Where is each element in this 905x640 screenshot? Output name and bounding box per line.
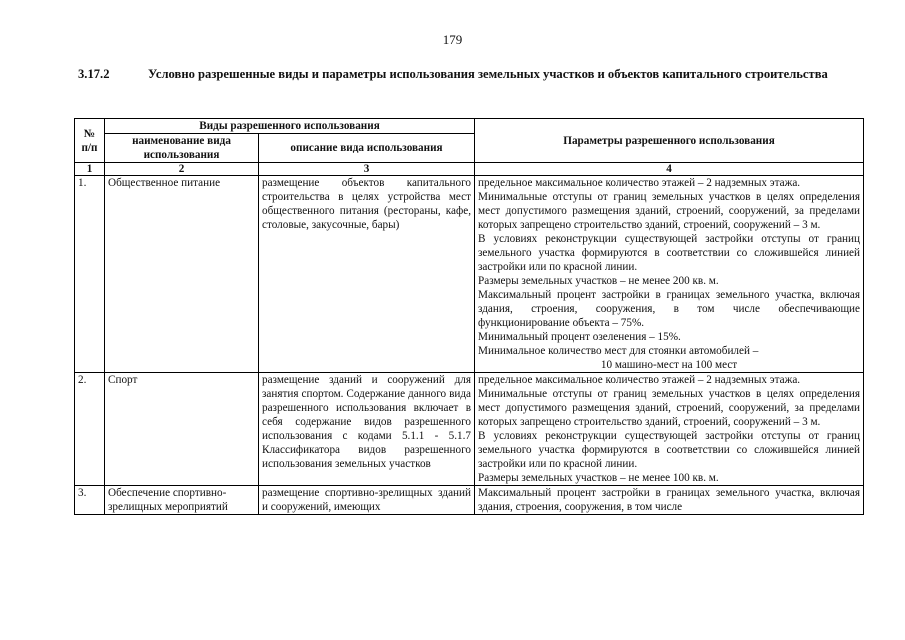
parameter-line: Минимальный процент озеленения – 15%. (478, 331, 681, 343)
column-number-row (75, 163, 864, 176)
parameter-line: В условиях реконструкции существующей застройки отступы от границ земельного участка формируются в соответствии со сложившейся линией застройки или по красной линии. (478, 233, 861, 273)
header-number-column: № п/п (75, 119, 105, 163)
table-row (75, 176, 864, 373)
section-heading (78, 66, 868, 83)
parameter-line: Максимальный процент застройки в границах земельного участка, включая здания, строения, сооружения, в том числе обеспечивающие функционирование объекта – 75%. (478, 289, 861, 329)
parameter-line: Минимальные отступы от границ земельных участков в целях определения мест допустимого размещения зданий, строений, сооружений, за пределами которых запрещено строительство зданий, строений, сооружений – 3 м. (478, 191, 861, 231)
row-number: 3. (75, 486, 105, 515)
permitted-use-table (74, 118, 864, 515)
parameter-line: Максимальный процент застройки в границах земельного участка, включая здания, строения, сооружения, в том числе (478, 487, 861, 513)
row-number: 2. (75, 373, 105, 486)
use-description: размещение зданий и сооружений для занятия спортом. Содержание данного вида разрешенного использования включает в себя содержание видов разрешенного использования с кодами 5.1.1 - 5.1.7 Классификатора видов разрешенного использования земельных участков (259, 373, 475, 486)
column-number-cell: 4 (475, 163, 864, 176)
table-row (75, 486, 864, 515)
parameter-line: Минимальные отступы от границ земельных участков в целях определения мест допустимого размещения зданий, строений, сооружений, за пределами которых запрещено строительство зданий, строений, сооружений – 3 м. (478, 388, 861, 428)
header-use-types-group: Виды разрешенного использования (105, 119, 475, 134)
section-title: Условно разрешенные виды и параметры использования земельных участков и объектов капитального строительства (148, 67, 828, 81)
parameter-line: Минимальное количество мест для стоянки автомобилей – (478, 345, 759, 357)
column-number-cell: 2 (105, 163, 259, 176)
parameter-line: Размеры земельных участков – не менее 100 кв. м. (478, 472, 719, 484)
page-number: 179 (442, 32, 463, 47)
use-name: Общественное питание (105, 176, 259, 373)
use-parameters (475, 373, 864, 486)
table-row (75, 373, 864, 486)
use-description: размещение объектов капитального строительства в целях устройства мест общественного питания (рестораны, кафе, столовые, закусочные, бары) (259, 176, 475, 373)
use-parameters (475, 176, 864, 373)
column-number-cell: 1 (75, 163, 105, 176)
parameter-line: Размеры земельных участков – не менее 200 кв. м. (478, 275, 719, 287)
parameter-line: предельное максимальное количество этажей – 2 надземных этажа. (478, 177, 801, 189)
header-parameters-column: Параметры разрешенного использования (475, 119, 864, 163)
parameter-line: предельное максимальное количество этажей – 2 надземных этажа. (478, 374, 801, 386)
use-name: Спорт (105, 373, 259, 486)
header-use-name-column: наименование вида использования (105, 134, 259, 163)
use-parameters (475, 486, 864, 515)
column-number-cell: 3 (259, 163, 475, 176)
header-use-description-column: описание вида использования (259, 134, 475, 163)
row-number: 1. (75, 176, 105, 373)
parameter-line: В условиях реконструкции существующей застройки отступы от границ земельного участка формируются в соответствии со сложившейся линией застройки или по красной линии. (478, 430, 861, 470)
use-name: Обеспечение спортивно-зрелищных мероприятий (105, 486, 259, 515)
table-header-row (75, 119, 864, 134)
section-number: 3.17.2 (78, 67, 110, 81)
use-description: размещение спортивно-зрелищных зданий и сооружений, имеющих (259, 486, 475, 515)
parameter-line: 10 машино-мест на 100 мест (600, 359, 738, 371)
